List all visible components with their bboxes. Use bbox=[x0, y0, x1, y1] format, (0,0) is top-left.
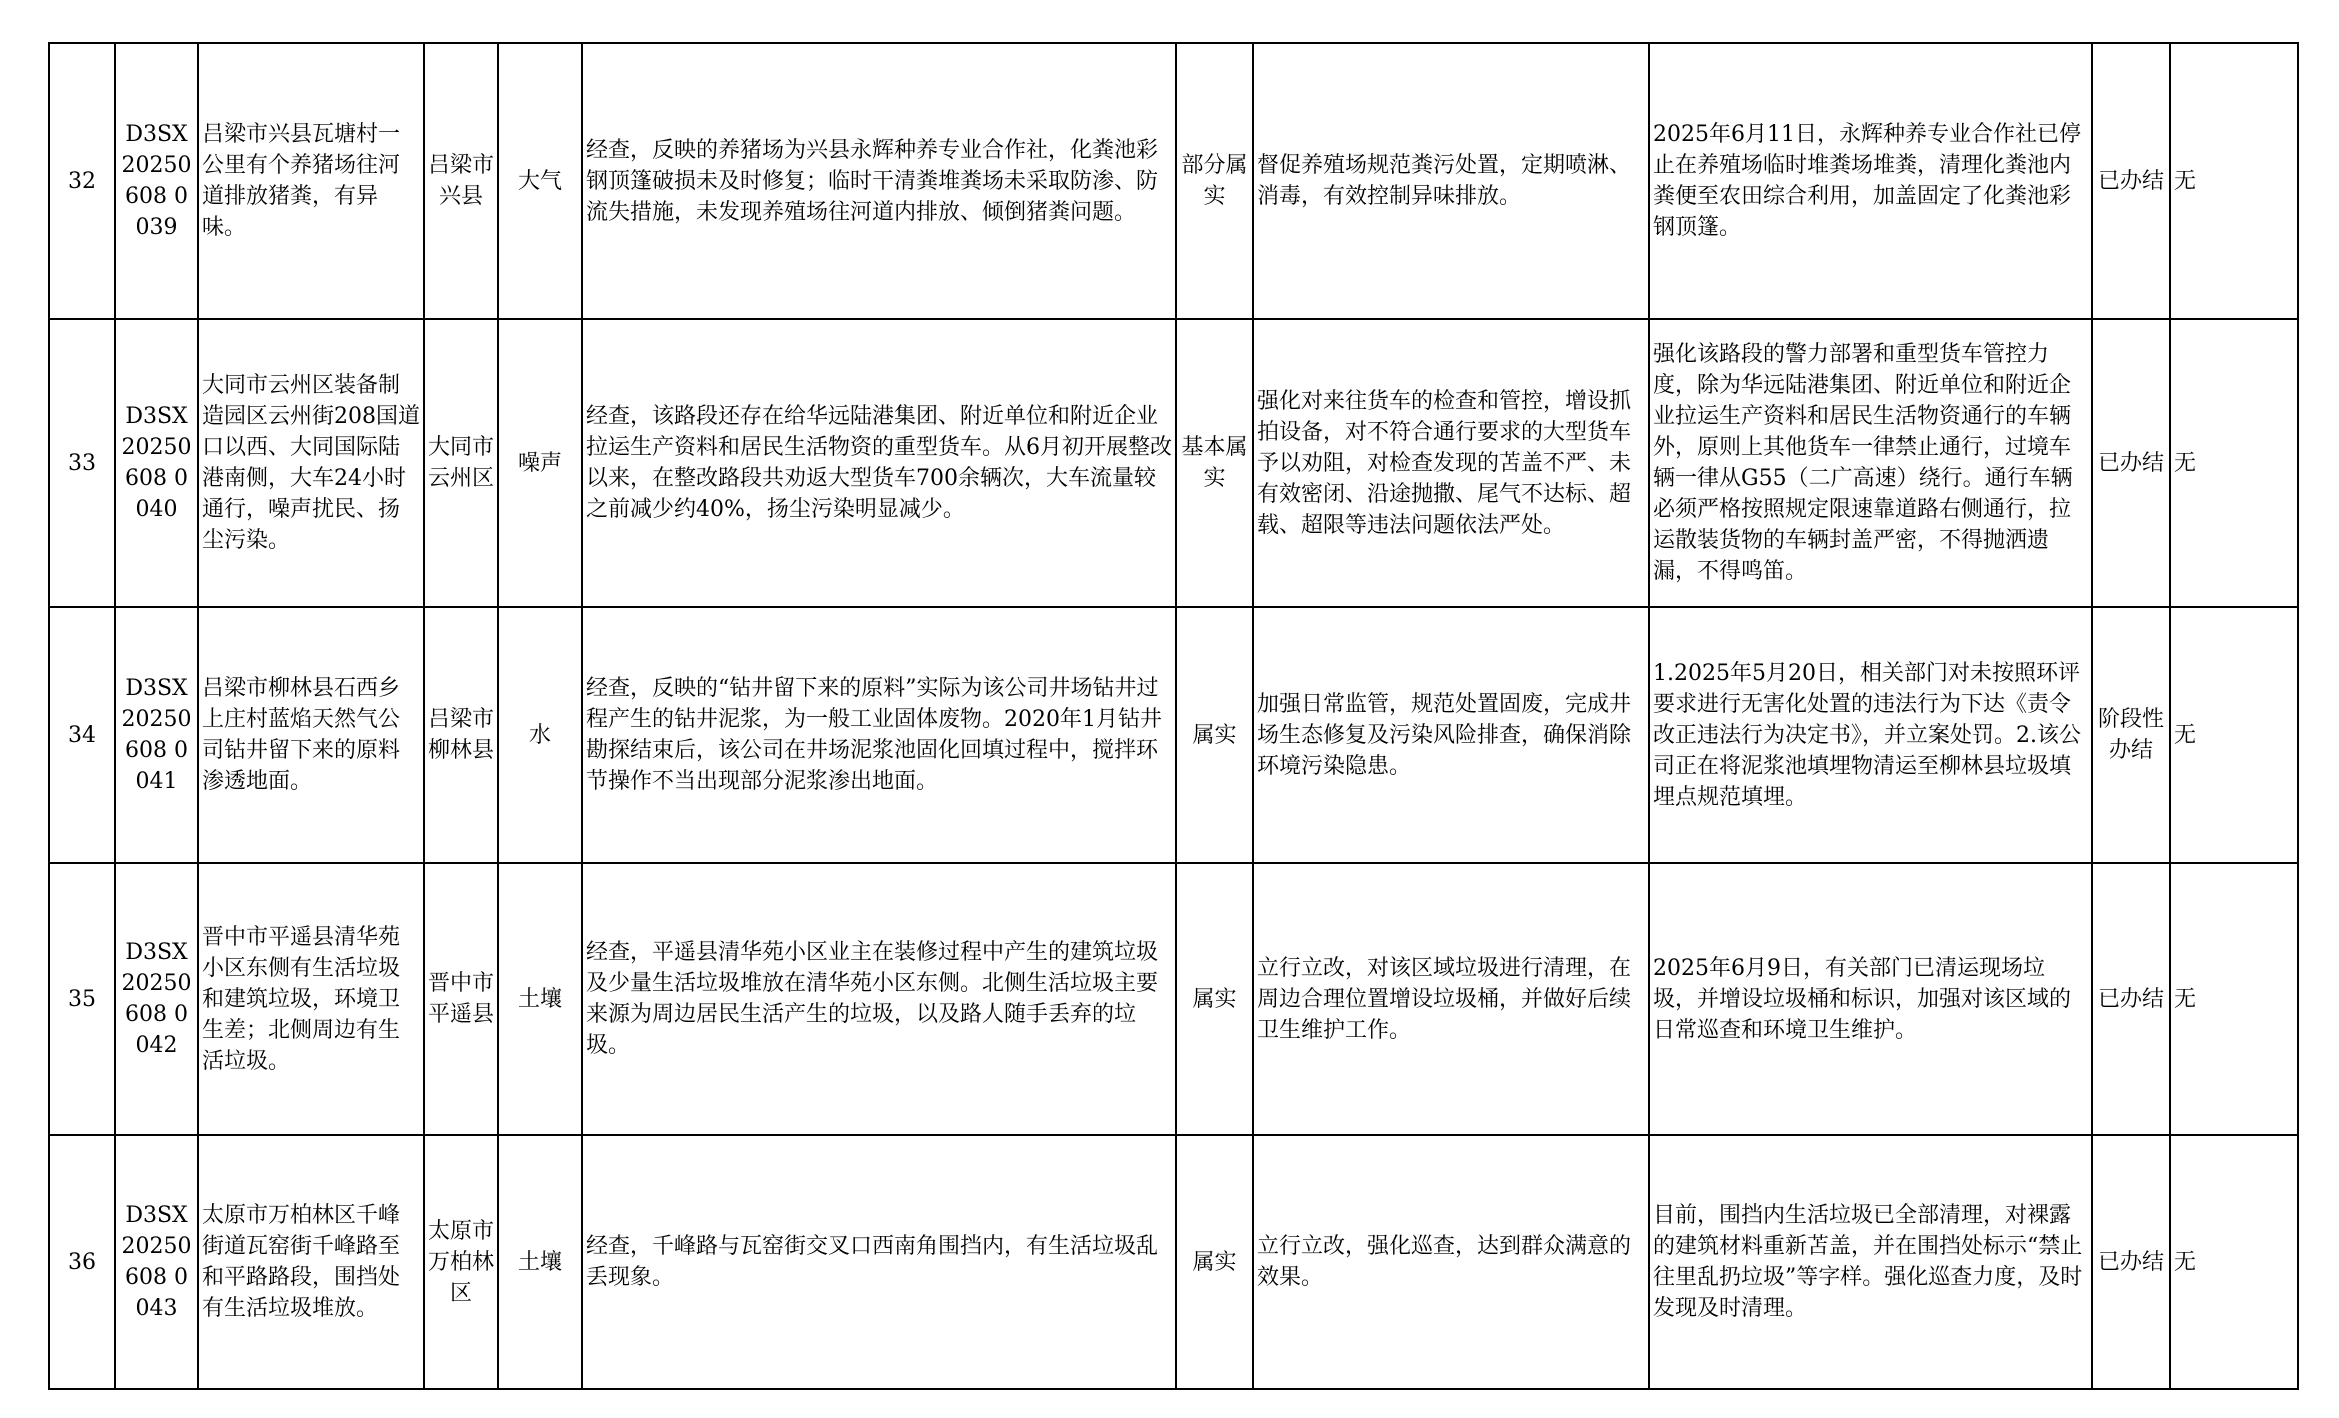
table-row bbox=[49, 607, 2298, 863]
table-row bbox=[49, 1135, 2298, 1389]
investigation-findings: 经查，千峰路与瓦窑街交叉口西南角围挡内，有生活垃圾乱丢现象。 bbox=[582, 1135, 1176, 1389]
case-code: D3SX20250608 0043 bbox=[115, 1135, 198, 1389]
table-row bbox=[49, 863, 2298, 1135]
rectification-progress: 目前，围挡内生活垃圾已全部清理，对裸露的建筑材料重新苫盖，并在围挡处标示“禁止往里乱扔垃圾”等字样。强化巡查力度，及时发现及时清理。 bbox=[1649, 1135, 2092, 1389]
complaint-content: 太原市万柏林区千峰街道瓦窑街千峰路至和平路路段，围挡处有生活垃圾堆放。 bbox=[198, 1135, 424, 1389]
rectification-progress: 2025年6月11日，永辉种养专业合作社已停止在养殖场临时堆粪场堆粪，清理化粪池内粪便至农田综合利用，加盖固定了化粪池彩钢顶篷。 bbox=[1649, 43, 2092, 319]
rectification-progress: 1.2025年5月20日，相关部门对未按照环评要求进行无害化处置的违法行为下达《责令改正违法行为决定书》，并立案处罚。2.该公司正在将泥浆池填埋物清运至柳林县垃圾填埋点规范填埋。 bbox=[1649, 607, 2092, 863]
accountability: 无 bbox=[2170, 1135, 2298, 1389]
administrative-area: 晋中市平遥县 bbox=[424, 863, 498, 1135]
complaint-content: 晋中市平遥县清华苑小区东侧有生活垃圾和建筑垃圾，环境卫生差；北侧周边有生活垃圾。 bbox=[198, 863, 424, 1135]
accountability: 无 bbox=[2170, 863, 2298, 1135]
case-code: D3SX20250608 0042 bbox=[115, 863, 198, 1135]
complaint-record-table bbox=[48, 42, 2299, 1390]
pollution-type: 噪声 bbox=[498, 319, 582, 607]
investigation-findings: 经查，平遥县清华苑小区业主在装修过程中产生的建筑垃圾及少量生活垃圾堆放在清华苑小区东侧。北侧生活垃圾主要来源为周边居民生活产生的垃圾，以及路人随手丢弃的垃圾。 bbox=[582, 863, 1176, 1135]
rectification-measures: 加强日常监管，规范处置固废，完成井场生态修复及污染风险排查，确保消除环境污染隐患。 bbox=[1253, 607, 1649, 863]
rectification-measures: 立行立改，对该区域垃圾进行清理，在周边合理位置增设垃圾桶，并做好后续卫生维护工作。 bbox=[1253, 863, 1649, 1135]
row-number: 32 bbox=[49, 43, 115, 319]
accountability: 无 bbox=[2170, 607, 2298, 863]
rectification-progress: 2025年6月9日，有关部门已清运现场垃圾，并增设垃圾桶和标识，加强对该区域的日常巡查和环境卫生维护。 bbox=[1649, 863, 2092, 1135]
administrative-area: 大同市云州区 bbox=[424, 319, 498, 607]
completion-status: 已办结 bbox=[2092, 43, 2170, 319]
rectification-measures: 督促养殖场规范粪污处置，定期喷淋、消毒，有效控制异味排放。 bbox=[1253, 43, 1649, 319]
pollution-type: 土壤 bbox=[498, 1135, 582, 1389]
complaint-content: 大同市云州区装备制造园区云州街208国道口以西、大同国际陆港南侧，大车24小时通行，噪声扰民、扬尘污染。 bbox=[198, 319, 424, 607]
verification-result: 部分属实 bbox=[1176, 43, 1253, 319]
accountability: 无 bbox=[2170, 43, 2298, 319]
rectification-measures: 强化对来往货车的检查和管控，增设抓拍设备，对不符合通行要求的大型货车予以劝阻，对检查发现的苫盖不严、未有效密闭、沿途抛撒、尾气不达标、超载、超限等违法问题依法严处。 bbox=[1253, 319, 1649, 607]
row-number: 33 bbox=[49, 319, 115, 607]
administrative-area: 太原市万柏林区 bbox=[424, 1135, 498, 1389]
row-number: 36 bbox=[49, 1135, 115, 1389]
pollution-type: 水 bbox=[498, 607, 582, 863]
verification-result: 基本属实 bbox=[1176, 319, 1253, 607]
administrative-area: 吕梁市兴县 bbox=[424, 43, 498, 319]
accountability: 无 bbox=[2170, 319, 2298, 607]
pollution-type: 大气 bbox=[498, 43, 582, 319]
table-row bbox=[49, 319, 2298, 607]
case-code: D3SX20250608 0041 bbox=[115, 607, 198, 863]
verification-result: 属实 bbox=[1176, 607, 1253, 863]
administrative-area: 吕梁市柳林县 bbox=[424, 607, 498, 863]
row-number: 35 bbox=[49, 863, 115, 1135]
investigation-findings: 经查，该路段还存在给华远陆港集团、附近单位和附近企业拉运生产资料和居民生活物资的重型货车。从6月初开展整改以来，在整改路段共劝返大型货车700余辆次，大车流量较之前减少约40%，扬尘污染明显减少。 bbox=[582, 319, 1176, 607]
completion-status: 已办结 bbox=[2092, 319, 2170, 607]
pollution-type: 土壤 bbox=[498, 863, 582, 1135]
investigation-findings: 经查，反映的养猪场为兴县永辉种养专业合作社，化粪池彩钢顶篷破损未及时修复；临时干清粪堆粪场未采取防渗、防流失措施，未发现养殖场往河道内排放、倾倒猪粪问题。 bbox=[582, 43, 1176, 319]
completion-status: 已办结 bbox=[2092, 863, 2170, 1135]
rectification-measures: 立行立改，强化巡查，达到群众满意的效果。 bbox=[1253, 1135, 1649, 1389]
rectification-progress: 强化该路段的警力部署和重型货车管控力度，除为华远陆港集团、附近单位和附近企业拉运生产资料和居民生活物资通行的车辆外，原则上其他货车一律禁止通行，过境车辆一律从G55（二广高速）绕行。通行车辆必须严格按照规定限速靠道路右侧通行，拉运散装货物的车辆封盖严密，不得抛洒遗漏，不得鸣笛。 bbox=[1649, 319, 2092, 607]
table-row bbox=[49, 43, 2298, 319]
case-code: D3SX20250608 0040 bbox=[115, 319, 198, 607]
complaint-content: 吕梁市柳林县石西乡上庄村蓝焰天然气公司钻井留下来的原料渗透地面。 bbox=[198, 607, 424, 863]
completion-status: 已办结 bbox=[2092, 1135, 2170, 1389]
case-code: D3SX20250608 0039 bbox=[115, 43, 198, 319]
completion-status: 阶段性办结 bbox=[2092, 607, 2170, 863]
verification-result: 属实 bbox=[1176, 1135, 1253, 1389]
complaint-content: 吕梁市兴县瓦塘村一公里有个养猪场往河道排放猪粪，有异味。 bbox=[198, 43, 424, 319]
verification-result: 属实 bbox=[1176, 863, 1253, 1135]
row-number: 34 bbox=[49, 607, 115, 863]
investigation-findings: 经查，反映的“钻井留下来的原料”实际为该公司井场钻井过程产生的钻井泥浆，为一般工业固体废物。2020年1月钻井勘探结束后，该公司在井场泥浆池固化回填过程中，搅拌环节操作不当出现部分泥浆渗出地面。 bbox=[582, 607, 1176, 863]
